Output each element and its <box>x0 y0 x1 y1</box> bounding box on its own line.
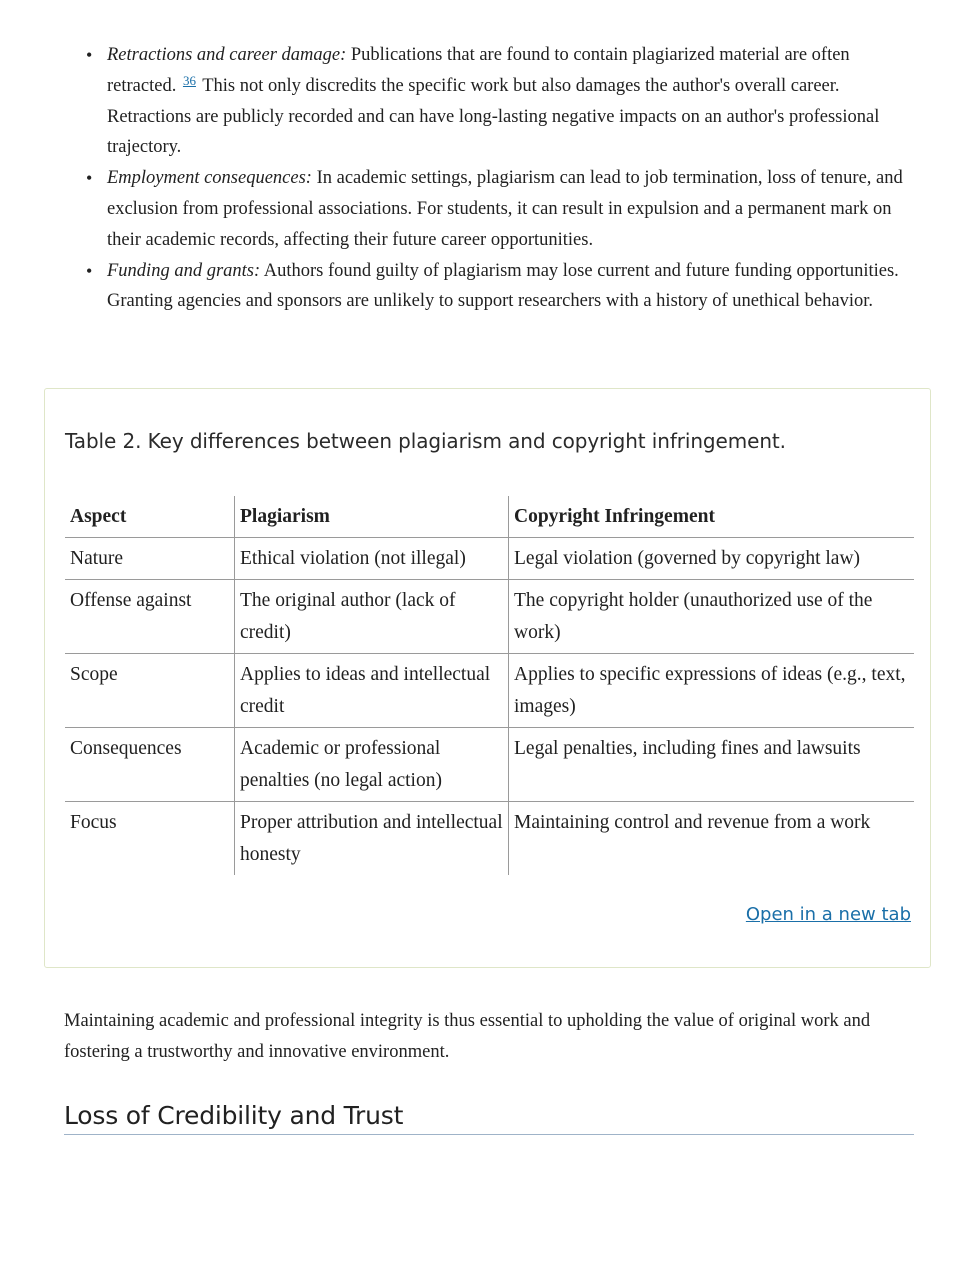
open-in-new-tab-link[interactable]: Open in a new tab <box>745 904 911 925</box>
table-row <box>65 728 914 802</box>
cell-plagiarism: Proper attribution and intellectual honesty <box>235 802 509 876</box>
item-text: This not only discredits the specific work but also damages the author's overall career. Retractions are publicly recorded and can have long-lasting negative impacts on an author's professional trajectory. <box>107 75 880 158</box>
reference-link[interactable]: 36 <box>182 72 196 88</box>
cell-copyright: Maintaining control and revenue from a work <box>509 802 915 876</box>
item-text: Publications that are found to contain plagiarized material are often retracted. <box>107 45 850 96</box>
cell-copyright: Legal violation (governed by copyright law) <box>509 537 915 580</box>
cell-plagiarism: The original author (lack of credit) <box>235 580 509 654</box>
header-plagiarism: Plagiarism <box>235 496 509 537</box>
header-aspect: Aspect <box>65 496 235 537</box>
table-caption: Table 2. Key differences between plagiarism and copyright infringement. <box>65 429 786 453</box>
cell-aspect: Scope <box>65 654 235 728</box>
consequences-list <box>64 40 914 317</box>
cell-copyright: Legal penalties, including fines and lawsuits <box>509 728 915 802</box>
item-label: Retractions and career damage: <box>107 45 347 65</box>
body-paragraph: Maintaining academic and professional integrity is thus essential to upholding the value of original work and fostering a trustworthy and innovative environment. <box>64 1011 871 1062</box>
table-row <box>65 654 914 728</box>
bullet-icon: • <box>86 260 93 281</box>
table-header-row <box>65 496 914 537</box>
item-text: Authors found guilty of plagiarism may lose current and future funding opportunities. Granting agencies and sponsors are unlikely to support researchers with a history of unethical behavior. <box>107 260 899 312</box>
table-card <box>44 388 931 968</box>
table-row <box>65 580 914 654</box>
cell-aspect: Consequences <box>65 728 235 802</box>
reference-sup <box>181 72 198 89</box>
section-heading: Loss of Credibility and Trust <box>64 1101 914 1135</box>
list-item <box>86 163 914 255</box>
table-row <box>65 537 914 580</box>
item-label: Employment consequences: <box>107 168 312 189</box>
cell-plagiarism: Applies to ideas and intellectual credit <box>235 654 509 728</box>
header-copyright: Copyright Infringement <box>509 496 915 537</box>
cell-plagiarism: Ethical violation (not illegal) <box>235 537 509 580</box>
bullet-icon: • <box>86 45 93 65</box>
item-text: In academic settings, plagiarism can lead to job termination, loss of tenure, and exclusion from professional associations. For students, it can result in expulsion and a permanent mark on their academic records, affecting their future career opportunities. <box>107 168 903 250</box>
table-row <box>65 802 914 876</box>
item-label: Funding and grants: <box>107 260 261 281</box>
cell-plagiarism: Academic or professional penalties (no legal action) <box>235 728 509 802</box>
differences-table <box>65 496 914 875</box>
cell-aspect: Offense against <box>65 580 235 654</box>
cell-aspect: Nature <box>65 537 235 580</box>
cell-copyright: The copyright holder (unauthorized use of the work) <box>509 580 915 654</box>
bullet-list-container <box>64 40 914 317</box>
list-item <box>86 256 914 318</box>
cell-copyright: Applies to specific expressions of ideas (e.g., text, images) <box>509 654 915 728</box>
cell-aspect: Focus <box>70 812 117 833</box>
list-item <box>86 40 914 163</box>
bullet-icon: • <box>86 168 93 189</box>
